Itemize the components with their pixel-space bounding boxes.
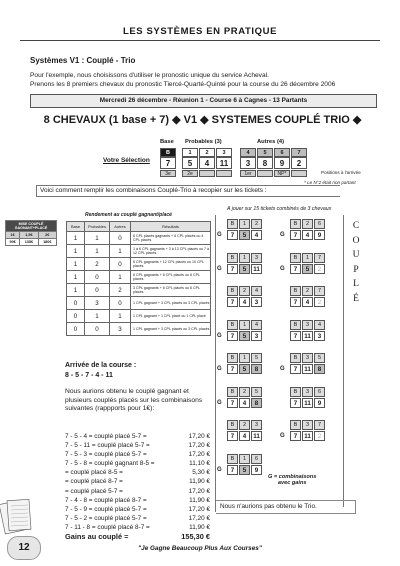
intro-text — [30, 72, 375, 89]
rapport-count: 1 — [67, 258, 85, 271]
rapport-result: 1 CPL gagnant + 3 CPL placés ou 3 CPL placés — [131, 323, 211, 336]
section-title: Systèmes V1 : Couplé - Trio — [30, 56, 136, 65]
combination-horse: 2 — [314, 431, 325, 441]
combination-position: 7 — [314, 253, 325, 263]
gain-row — [65, 477, 210, 486]
combination-position: 3 — [302, 420, 313, 430]
non-partant-note: * Le N°2 était non partant — [304, 180, 356, 185]
combination-horse: 7 — [290, 264, 301, 274]
combination-horse: 7 — [227, 431, 238, 441]
rapport-row — [67, 284, 211, 297]
rapport-row — [67, 310, 211, 323]
gain-marker: G — [217, 232, 222, 238]
couple-vertical-label — [350, 219, 362, 306]
position-number: 5 — [257, 148, 273, 157]
selected-horse: 8 — [257, 157, 273, 169]
combination-horse: 5 — [239, 230, 250, 240]
explanation-text: Nous aurions obtenu le couplé gagnant et plusieurs couplés placés sur les combinaisons suivantes (rappports pour 1€): — [65, 388, 203, 413]
gain-marker: G — [217, 265, 222, 272]
gain-label: = couplé placé 8-5 = — [65, 469, 123, 477]
position-number: 6 — [274, 148, 290, 157]
gain-marker: G — [280, 232, 285, 238]
finish-position: 1er — [240, 170, 256, 177]
combination-horse: 11 — [302, 398, 313, 408]
rapport-row — [67, 258, 211, 271]
mise-table — [5, 220, 57, 246]
gain-marker: G — [217, 466, 222, 473]
gain-value: 11,90 € — [189, 523, 210, 531]
combination — [280, 420, 339, 445]
combination — [217, 219, 276, 244]
combination-horse: 8 — [251, 364, 262, 374]
combination-position: 3 — [302, 353, 313, 363]
gain-label: = couplé placé 5-7 = — [65, 487, 123, 495]
combination-horse: 4 — [302, 230, 313, 240]
combination-horse: 2 — [314, 297, 325, 307]
rapport-count: 0 — [67, 297, 85, 310]
right-divider — [343, 215, 344, 507]
positions-note: Positions à l'arrivée — [321, 170, 361, 175]
combination-horse: 5 — [239, 364, 250, 374]
gain-value: 17,20 € — [188, 487, 210, 495]
system-title: 8 CHEVAUX (1 base + 7) ◆ V1 ◆ SYSTEMES COUPLÉ TRIO ◆ — [43, 114, 362, 126]
rapport-count: 0 — [85, 271, 110, 284]
combination-position: 7 — [314, 420, 325, 430]
combination-position: B — [290, 253, 301, 263]
combination-position: 7 — [314, 286, 325, 296]
gain-row — [65, 468, 210, 477]
combination-horse: 7 — [227, 398, 238, 408]
gain-value: 11,90 € — [189, 478, 210, 486]
gain-value: 17,20 € — [188, 505, 210, 513]
selected-horse: 9 — [274, 157, 290, 169]
rapport-count: 0 — [67, 310, 85, 323]
gain-row — [65, 450, 210, 459]
combination-horse: 11 — [251, 264, 262, 274]
combination-position: 1 — [302, 253, 313, 263]
combination-horse: 7 — [290, 331, 301, 341]
position-number: B — [160, 148, 176, 157]
combination-position: 3 — [302, 320, 313, 330]
arrivee-label: Arrivée de la course : — [65, 362, 137, 369]
combination-horse: 3 — [314, 331, 325, 341]
gain-value: 17,20 € — [188, 451, 210, 459]
selected-horse: 7 — [160, 157, 176, 169]
rapport-count: 1 — [85, 232, 110, 245]
intro-line-2: Prenons les 8 premiers chevaux du pronostic Tiercé-Quarté-Quinté pour la course du 26 décembre 2006 — [30, 80, 336, 88]
gain-label: 7 - 5 - 9 = couplé placé 5-7 = — [65, 505, 147, 513]
gain-label: 7 - 5 - 3 = couplé placé 5-7 = — [65, 451, 147, 459]
position-number: 3 — [216, 148, 232, 157]
gain-value: 5,30 € — [192, 469, 210, 477]
rapport-result: 1 CPL gagnant + 1 CPL placé ou 1 CPL placé — [131, 310, 211, 323]
combinations-caption: A jouer sur 15 tickets combinés de 3 chevaux — [227, 206, 332, 212]
gain-marker: G — [217, 399, 222, 406]
gain-row — [65, 514, 210, 523]
combination — [280, 353, 339, 378]
rapport-result: 1 à 6 CPL gagnants + 3 à 13 CPL placés ou 7 à 12 CPL placés — [131, 245, 211, 258]
couple-letter: C — [352, 221, 360, 231]
gain-row — [65, 505, 210, 514]
combination-horse: 9 — [251, 465, 262, 475]
combination — [217, 253, 276, 278]
rapport-row — [67, 232, 211, 245]
mise-amount: 135€ — [20, 239, 38, 246]
autres-label: Autres (4) — [257, 139, 285, 145]
rapport-header: Probables — [85, 222, 110, 232]
rapport-result: 6 CPL placés gagnants + 6 CPL placés ou 4 CPL placés — [131, 232, 211, 245]
combination-position: B — [227, 219, 238, 229]
combination-position: 1 — [239, 219, 250, 229]
combination — [280, 286, 339, 311]
rapport-count: 1 — [67, 284, 85, 297]
legend-line-1: G = combinaisons — [268, 474, 317, 480]
finish-position: 3e — [160, 170, 176, 177]
gain-marker: G — [280, 265, 285, 272]
gain-row — [65, 432, 210, 441]
gains-total-row — [65, 532, 210, 541]
instruction-text: Voici comment remplir les combinaisons Couplé-Trio à recopier sur les tickets : — [36, 185, 340, 197]
combination-position: 2 — [251, 219, 262, 229]
rapport-header: Base — [67, 222, 85, 232]
combination-horse: 7 — [290, 297, 301, 307]
finish-position: 2e — [182, 170, 198, 177]
rapport-result: 1 CPL gagnant + 3 CPL placés ou 3 CPL placés — [131, 297, 211, 310]
footer-slogan: "Je Gagne Beaucoup Plus Aux Courses" — [138, 545, 262, 552]
combination-horse: 4 — [251, 230, 262, 240]
combination — [280, 219, 339, 244]
gain-value: 17,20 € — [188, 442, 210, 450]
mise-title: MISE COUPLÉ GAGNANT+PLACÉ — [6, 221, 57, 232]
rapport-count: 1 — [110, 245, 131, 258]
position-number: 4 — [240, 148, 256, 157]
rapport-count: 1 — [110, 271, 131, 284]
gain-row — [65, 496, 210, 505]
position-number: 2 — [199, 148, 215, 157]
combination-horse: 3 — [251, 297, 262, 307]
combination-position: 6 — [314, 387, 325, 397]
base-label: Base — [160, 139, 174, 145]
couple-letter: P — [353, 264, 359, 275]
rapport-count: 1 — [67, 232, 85, 245]
mise-amount: 90€ — [6, 239, 20, 246]
header-divider — [20, 40, 380, 41]
combination-horse: 7 — [290, 230, 301, 240]
probables-label: Probables (3) — [185, 139, 222, 145]
combination-position: 3 — [302, 387, 313, 397]
rapport-row — [67, 245, 211, 258]
race-info: Mercredi 26 décembre - Réunion 1 - Course 6 à Cagnes - 13 Partants — [30, 94, 377, 108]
mise-level: 1,5€ — [20, 232, 38, 239]
combination-horse: 4 — [239, 297, 250, 307]
combination-position: 2 — [302, 286, 313, 296]
combination-horse: 5 — [239, 331, 250, 341]
combination-position: 4 — [251, 320, 262, 330]
rapport-count: 3 — [85, 297, 110, 310]
combination — [280, 253, 339, 278]
combination-position: 4 — [314, 320, 325, 330]
combination-horse: 4 — [239, 431, 250, 441]
combination-position: 2 — [239, 420, 250, 430]
combination-position: 5 — [314, 353, 325, 363]
legend-line-2: avec gains — [277, 480, 307, 486]
combination — [217, 286, 276, 311]
rapport-count: 1 — [110, 310, 131, 323]
combination-position: 2 — [302, 219, 313, 229]
intro-line-1: Pour l'exemple, nous choisissons d'utiliser le pronostic unique du service Acheval. — [30, 72, 269, 79]
combination-horse: 3 — [251, 331, 262, 341]
gain-row — [65, 441, 210, 450]
combination-horse: 4 — [239, 398, 250, 408]
combination-horse: 11 — [302, 431, 313, 441]
mise-amount: 180€ — [38, 239, 56, 246]
combination-position: B — [290, 320, 301, 330]
gain-label: 7 - 5 - 11 = couplé placé 5-7 = — [65, 442, 150, 450]
combination-horse: 5 — [239, 264, 250, 274]
combination-horse: 8 — [314, 364, 325, 374]
combination-horse: 7 — [227, 230, 238, 240]
gain-label: 7 - 4 - 8 = couplé placé 8-7 = — [65, 496, 147, 504]
couple-letter: L — [353, 279, 359, 289]
mise-level: 1€ — [6, 232, 20, 239]
combination-position: B — [227, 353, 238, 363]
combination-position: B — [227, 420, 238, 430]
combination-position: 1 — [239, 454, 250, 464]
combination-position: B — [227, 253, 238, 263]
rapport-count: 0 — [85, 284, 110, 297]
rapport-count: 0 — [110, 232, 131, 245]
gain-label: 7 - 11 - 8 = couplé placé 8-7 = — [65, 523, 150, 531]
combination-horse: 7 — [227, 364, 238, 374]
no-trio-note: Nous n'aurions pas obtenu le Trio. — [216, 500, 356, 514]
rapport-count: 0 — [85, 323, 110, 336]
couple-letter: U — [352, 250, 360, 260]
combination-position: 1 — [239, 353, 250, 363]
rapport-result: 3 CPL gagnants + 6 CPL placés ou 6 CPL placés — [131, 284, 211, 297]
gain-value: 11,10 € — [189, 460, 210, 468]
rapport-count: 2 — [85, 258, 110, 271]
combination-horse: 7 — [227, 264, 238, 274]
combination-horse: 9 — [314, 230, 325, 240]
combination-position: 5 — [251, 353, 262, 363]
couple-letter: O — [352, 235, 360, 246]
gain-value: 17,20 € — [188, 433, 210, 440]
combination-position: B — [290, 420, 301, 430]
rapport-count: 1 — [67, 271, 85, 284]
combination-horse: 8 — [251, 398, 262, 408]
combination-position: 1 — [239, 320, 250, 330]
combination-position: 1 — [239, 253, 250, 263]
left-divider — [215, 215, 216, 512]
rapport-row — [67, 297, 211, 310]
rapport-count: 3 — [110, 323, 131, 336]
gain-marker: G — [217, 366, 222, 372]
rapport-result: 6 CPL gagnants + 12 CPL placés ou 10 CPL placés — [131, 258, 211, 271]
finish-position — [257, 170, 273, 177]
combination-position: 2 — [239, 387, 250, 397]
combination — [280, 320, 339, 345]
gain-row — [65, 459, 210, 468]
gain-label: 7 - 5 - 4 = couplé placé 5-7 = — [65, 433, 147, 440]
combination-position: B — [227, 387, 238, 397]
gain-label: = couplé placé 8-7 = — [65, 478, 123, 486]
gain-marker: G — [280, 366, 285, 372]
gain-row — [65, 487, 210, 496]
combination — [217, 387, 276, 412]
finish-position — [216, 170, 232, 177]
combination-horse: 4 — [302, 297, 313, 307]
rapport-row — [67, 323, 211, 336]
position-number: 7 — [291, 148, 307, 157]
combination-position: B — [290, 387, 301, 397]
finish-position — [199, 170, 215, 177]
rapport-header: Résultats — [131, 222, 211, 232]
rapport-count: 1 — [85, 245, 110, 258]
rapport-header: Autres — [110, 222, 131, 232]
gain-marker: G — [217, 332, 222, 339]
combination-position: B — [290, 219, 301, 229]
combination-horse: 7 — [290, 398, 301, 408]
combination-position: 5 — [251, 387, 262, 397]
gain-marker: G — [280, 433, 285, 439]
combination-position: B — [227, 454, 238, 464]
ticket-decoration — [0, 496, 36, 536]
combination-position: B — [290, 286, 301, 296]
arrivee-value: 8 - 5 - 7 - 4 - 11 — [65, 372, 113, 379]
combination-position: 3 — [251, 253, 262, 263]
selection-label: Votre Sélection — [103, 157, 150, 164]
rapport-count: 0 — [110, 258, 131, 271]
combination-horse: 9 — [314, 398, 325, 408]
selected-horse: 3 — [240, 157, 256, 169]
selected-horse: 2 — [291, 157, 307, 169]
combination-horse: 7 — [227, 331, 238, 341]
position-number: 1 — [182, 148, 198, 157]
combination-horse: 11 — [302, 364, 313, 374]
mise-level: 2€ — [38, 232, 56, 239]
combination-position: 2 — [239, 286, 250, 296]
combination — [217, 420, 276, 445]
rapport-table — [66, 221, 211, 336]
combination — [280, 387, 339, 412]
rapport-count: 1 — [85, 310, 110, 323]
rapport-row — [67, 271, 211, 284]
combination-position: 6 — [314, 219, 325, 229]
page-header-title: LES SYSTÈMES EN PRATIQUE — [122, 26, 278, 37]
selected-horse: 4 — [199, 157, 215, 169]
gains-legend — [268, 474, 316, 486]
selected-horse: 5 — [182, 157, 198, 169]
couple-letter: É — [353, 293, 359, 304]
combination-horse: 7 — [227, 465, 238, 475]
combination — [217, 353, 276, 378]
rapport-count: 0 — [110, 297, 131, 310]
rapport-count: 2 — [110, 284, 131, 297]
combination-horse: 7 — [290, 431, 301, 441]
combination-position: 4 — [251, 286, 262, 296]
combination-position: B — [227, 286, 238, 296]
combination-horse: 7 — [227, 297, 238, 307]
gain-label: Gains au couplé = — [65, 532, 129, 542]
combination-horse: 5 — [302, 264, 313, 274]
selected-horse: 11 — [216, 157, 232, 169]
gain-value: 11,90 € — [189, 496, 210, 504]
page-number: 12 — [7, 536, 41, 560]
gain-value: 155,30 € — [181, 532, 210, 542]
combination-position: B — [290, 353, 301, 363]
gain-label: 7 - 5 - 2 = couplé placé 5-7 = — [65, 514, 147, 522]
combination-horse: 11 — [251, 431, 262, 441]
gain-value: 17,20 € — [188, 514, 210, 522]
rapport-caption: Rendement au couplé gagnant/placé — [85, 212, 172, 218]
gain-label: 7 - 5 - 8 = couplé gagnant 8-5 = — [65, 460, 155, 468]
rapport-count: 1 — [67, 245, 85, 258]
combination-horse: 7 — [290, 364, 301, 374]
gain-row — [65, 523, 210, 532]
combination-position: 3 — [251, 420, 262, 430]
finish-position: NP* — [274, 170, 290, 177]
gains-list — [65, 432, 210, 541]
combination-horse: 11 — [302, 331, 313, 341]
combination — [217, 320, 276, 345]
finish-position — [291, 170, 307, 177]
combination-horse: 2 — [314, 264, 325, 274]
combination-horse: 5 — [239, 465, 250, 475]
combination-position: B — [227, 320, 238, 330]
rapport-result: 6 CPL gagnants + 6 CPL placés ou 6 CPL placés — [131, 271, 211, 284]
combination-position: 6 — [251, 454, 262, 464]
rapport-count: 0 — [67, 323, 85, 336]
